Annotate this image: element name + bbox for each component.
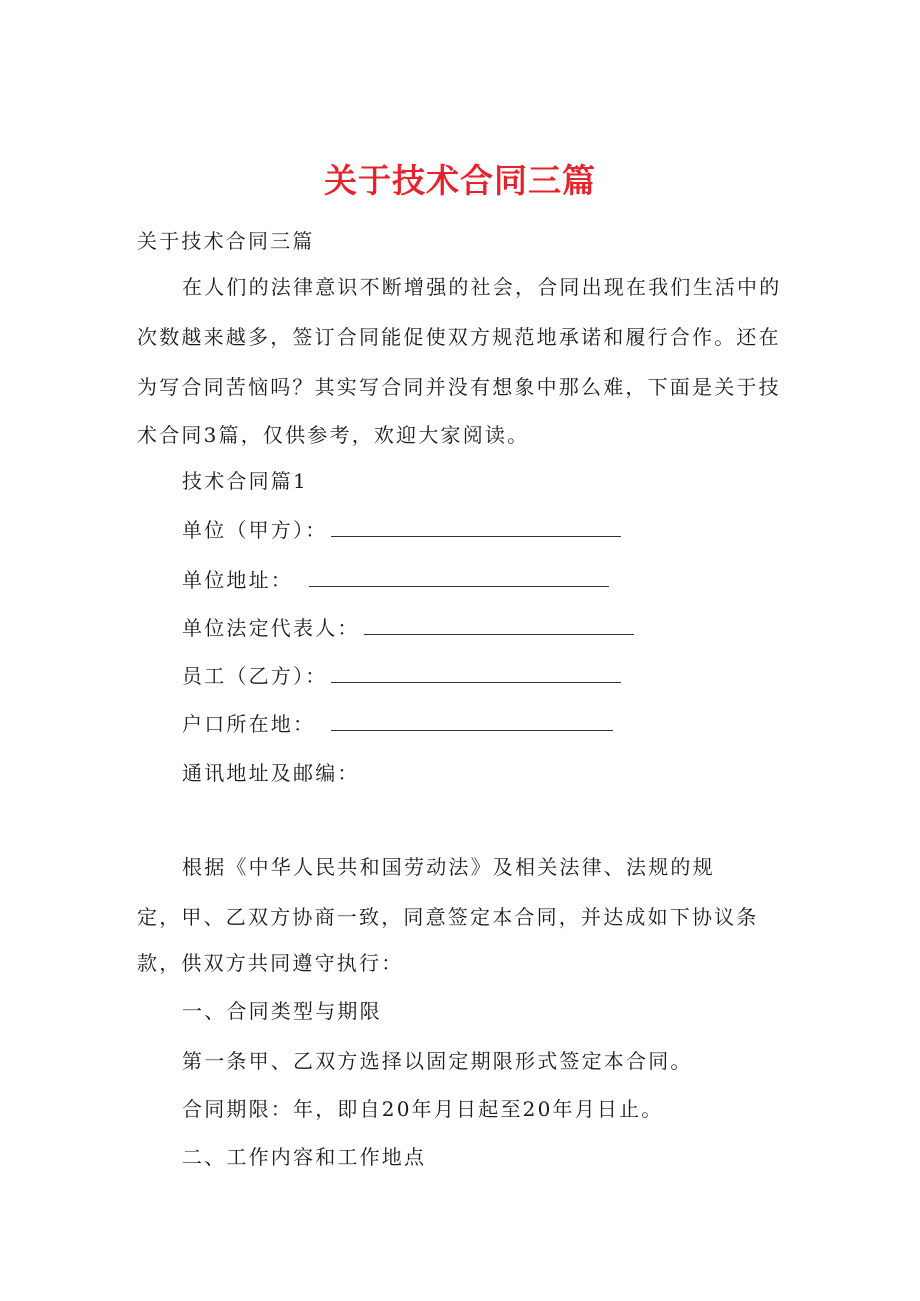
field-legal-representative [182,612,634,643]
intro-line-2: 次数越来越多，签订合同能促使双方规范地承诺和履行合作。还在 [137,325,781,349]
clause-heading-2: 二、工作内容和工作地点 [182,1145,427,1169]
fill-in-blank[interactable] [309,564,609,587]
clause-term: 合同期限：年，即自20年月日起至20年月日止。 [182,1097,664,1121]
fill-in-blank[interactable] [364,612,634,635]
field-unit-address [182,564,609,595]
fill-in-blank[interactable] [331,660,621,683]
intro-line-4: 术合同3篇，仅供参考，欢迎大家阅读。 [137,423,530,447]
document-subtitle: 关于技术合同三篇 [137,229,315,253]
field-label: 单位（甲方）： [182,518,328,542]
field-label: 单位法定代表人： [182,616,360,640]
clause-article-1: 第一条甲、乙双方选择以固定期限形式签定本合同。 [182,1049,693,1073]
section-heading: 技术合同篇1 [182,469,308,493]
body-line-2: 定，甲、乙双方协商一致，同意签定本合同，并达成如下协议条 [137,905,759,929]
field-label: 单位地址： [182,568,293,592]
clause-heading-1: 一、合同类型与期限 [182,999,382,1023]
field-household-registration [182,708,613,739]
fill-in-blank[interactable] [331,708,613,731]
body-line-1: 根据《中华人民共和国劳动法》及相关法律、法规的规 [182,855,715,879]
document-title: 关于技术合同三篇 [324,161,596,200]
intro-line-1: 在人们的法律意识不断增强的社会，合同出现在我们生活中的 [182,275,782,299]
field-party-b [182,660,621,691]
field-party-a [182,514,621,545]
field-mailing-address: 通讯地址及邮编： [182,761,360,785]
fill-in-blank[interactable] [331,514,621,537]
field-label: 户口所在地： [182,712,316,736]
field-label: 员工（乙方）： [182,664,328,688]
intro-line-3: 为写合同苦恼吗？其实写合同并没有想象中那么难，下面是关于技 [137,375,781,399]
body-line-3: 款，供双方共同遵守执行： [137,951,404,975]
